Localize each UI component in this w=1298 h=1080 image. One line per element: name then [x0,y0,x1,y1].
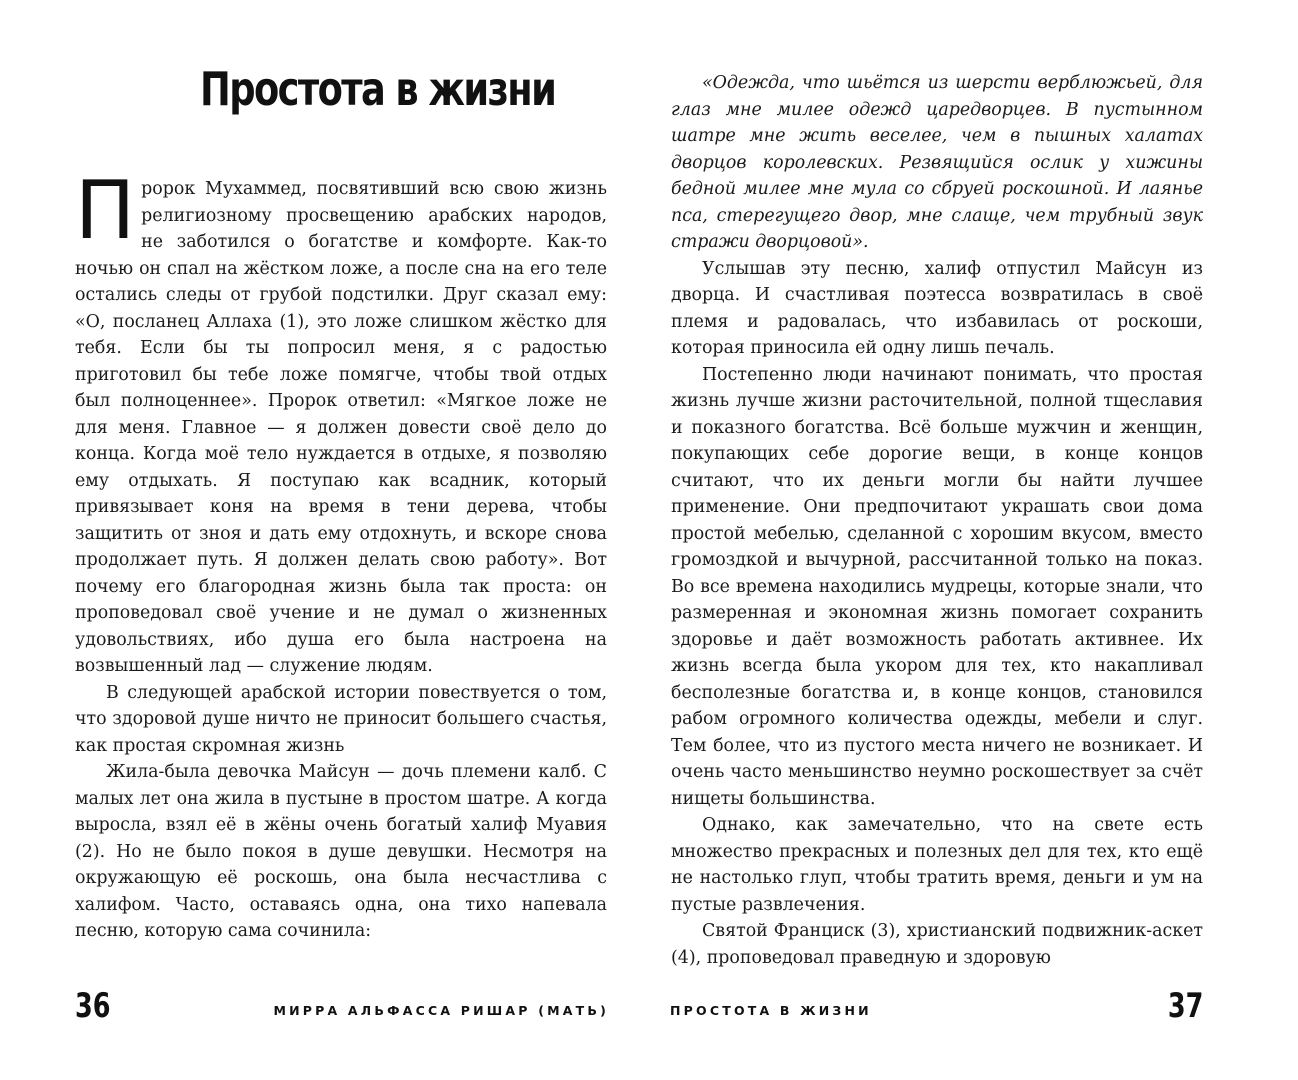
left-text-column [75,164,607,945]
drop-cap: П [75,164,136,257]
paragraph-6: Однако, как замечательно, что на свете есть множество прекрасных и полезных дел для тех, кто ещё не настолько глуп, чтобы тратить время, деньги и ум на пустые развлечения. [671,815,1203,915]
page-number-left: 36 [75,986,111,1026]
paragraph-2: В следующей арабской истории повествуется о том, что здоровой душе ничто не приносит большего счастья, как простая скромная жизнь [75,682,607,756]
running-head-left: МИРРА АЛЬФАССА РИШАР (МАТЬ) [273,1003,609,1018]
paragraph-5: Постепенно люди начинают понимать, что простая жизнь лучше жизни расточительной, полной тщеславия и показного богатства. Всё больше мужчин и женщин, покупающих себе дорогие вещи, в конце концов считают, что их деньги могли бы найти лучшее применение. Они предпочитают украшать свои дома простой мебелью, сделанной с хорошим вкусом, вместо громоздкой и вычурной, рассчитанной только на показ. Во все времена находились мудрецы, которые знали, что размеренная и экономная жизнь помогает сохранить здоровье и даёт возможность работать активнее. Их жизнь всегда была укором для тех, кто накапливал бесполезные богатства и, в конце концов, становился рабом огромного количества одежды, мебели и слуг. Тем более, что из пустого места ничего не возникает. И очень часто меньшинство неумно роскошествует за счёт нищеты большинства. [671,364,1203,809]
paragraph-4: Услышав эту песню, халиф отпустил Майсун из дворца. И счастливая поэтесса возвратилась в своё племя и радовалась, что избавилась от роскоши, которая приносила ей одну лишь печаль. [671,258,1203,358]
paragraph-1-text: ророк Мухаммед, посвятивший всю свою жизнь религиозному просвещению арабских народов, не заботился о богатстве и комфорте. Как-то ночью он спал на жёстком ложе, а после сна на его теле остались следы от грубой подстилки. Друг сказал ему: «О, посланец Аллаха (1), это ложе слишком жёстко для тебя. Если бы ты попросил меня, я с радостью приготовил бы тебе ложе помягче, чтобы твой отдых был полноценнее». Пророк ответил: «Мягкое ложе не для меня. Главное — я должен довести своё дело до конца. Когда моё тело нуждается в отдыхе, я позволяю ему отдыхать. Я поступаю как всадник, который привязывает коня на время в тени дерева, чтобы защитить от зноя и дать ему отдохнуть, и вскоре снова продолжает путь. Я должен делать свою работу». Вот почему его благородная жизнь была так проста: он проповедовал своё учение и не думал о жизненных удовольствиях, ибо душа его была настроена на возвышенный лад — служение людям. [75,179,607,676]
page-number-right: 37 [1167,986,1203,1026]
chapter-title: Простота в жизни [200,62,556,116]
right-page [649,0,1298,1080]
song-quote: «Одежда, что шьётся из шерсти верблюжьей, для глаз мне милее одежд царедворцев. В пустынном шатре мне жить веселее, чем в пышных халатах дворцов королевских. Резвящийся ослик у хижины бедной милее мне мула со сбруей роскошной. И лаянье пса, стерегущего двор, мне слаще, чем трубный звук стражи дворцовой». [671,73,1203,252]
right-text-column [671,70,1203,971]
paragraph-7: Святой Франциск (3), христианский подвижник-аскет (4), проповедовал праведную и здоровую [671,921,1203,968]
paragraph-1 [75,164,607,680]
paragraph-3: Жила-была девочка Майсун — дочь племени калб. С малых лет она жила в пустыне в простом шатре. А когда выросла, взял её в жёны очень богатый халиф Муавия (2). Но не было покоя в душе девушки. Несмотря на окружающую её роскошь, она была несчастлива с халифом. Часто, оставаясь одна, она тихо напевала песню, которую сама сочинила: [75,762,607,941]
running-head-right: ПРОСТОТА В ЖИЗНИ [670,1003,872,1018]
